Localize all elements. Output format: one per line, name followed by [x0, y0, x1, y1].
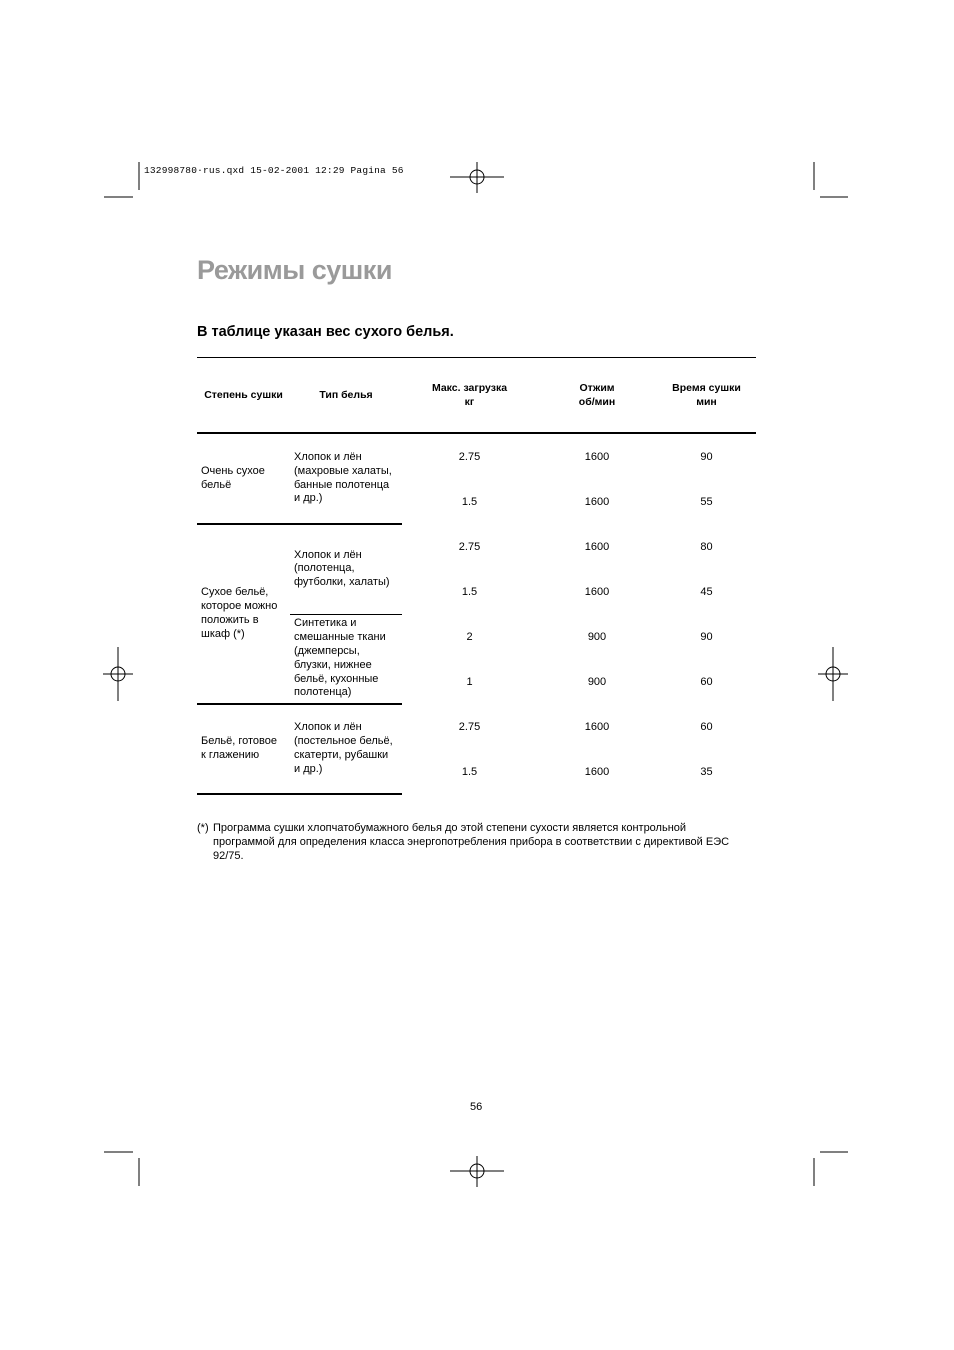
spin-cell: 1600 — [584, 720, 610, 733]
spin-cell: 900 — [587, 630, 607, 643]
table-row — [197, 524, 756, 569]
load-cell: 1.5 — [461, 585, 478, 598]
print-slug: 132998780·rus.qxd 15-02-2001 12:29 Pagina 56 — [144, 165, 404, 176]
footnote — [197, 821, 762, 863]
spin-cell: 1600 — [584, 540, 610, 553]
table-header-row — [197, 358, 756, 434]
table-row — [197, 433, 756, 479]
degree-cell: Бельё, готовое к глажению — [197, 704, 290, 794]
footnote-mark: (*) — [197, 822, 209, 834]
header-load: Макс. загрузка кг — [402, 358, 537, 434]
time-cell: 80 — [700, 540, 713, 553]
spin-cell: 1600 — [584, 765, 610, 778]
fabric-cell: Хлопок и лён (постельное бельё, скатерти, рубашки и др.) — [290, 704, 402, 794]
header-spin: Отжим об/мин — [537, 358, 657, 434]
load-cell: 2.75 — [458, 450, 481, 463]
load-cell: 1 — [466, 675, 473, 688]
load-cell: 1.5 — [461, 495, 478, 508]
spin-cell: 1600 — [584, 585, 610, 598]
load-cell: 1.5 — [461, 765, 478, 778]
fabric-cell: Хлопок и лён (полотенца, футболки, халаты) — [290, 524, 402, 614]
table-row — [197, 704, 756, 749]
time-cell: 90 — [700, 450, 713, 463]
header-degree: Степень сушки — [197, 358, 290, 434]
time-cell: 35 — [700, 765, 713, 778]
spin-cell: 900 — [587, 675, 607, 688]
time-cell: 60 — [700, 720, 713, 733]
load-cell: 2.75 — [458, 540, 481, 553]
time-cell: 55 — [700, 495, 713, 508]
time-cell: 45 — [700, 585, 713, 598]
spin-cell: 1600 — [584, 495, 610, 508]
load-cell: 2 — [466, 630, 473, 643]
header-time: Время сушки мин — [657, 358, 756, 434]
load-cell: 2.75 — [458, 720, 481, 733]
footnote-text: Программа сушки хлопчатобумажного белья до этой степени сухости является контрольной программой для определения класса энергопотребления прибора в соответствии с директивой ЕЭС 92/75. — [213, 822, 730, 862]
degree-cell: Очень сухое бельё — [197, 433, 290, 524]
degree-cell: Сухое бельё, которое можно положить в шкаф (*) — [197, 524, 290, 704]
page-number: 56 — [470, 1101, 483, 1113]
page-subtitle: В таблице указан вес сухого белья. — [197, 324, 454, 340]
page-title: Режимы сушки — [197, 255, 392, 285]
time-cell: 90 — [700, 630, 713, 643]
spin-cell: 1600 — [584, 450, 610, 463]
header-fabric: Тип белья — [290, 358, 402, 434]
drying-modes-table — [197, 357, 756, 795]
fabric-cell: Хлопок и лён (махровые халаты, банные полотенца и др.) — [290, 433, 402, 524]
time-cell: 60 — [700, 675, 713, 688]
fabric-cell: Синтетика и смешанные ткани (джемперсы, блузки, нижнее бельё, кухонные полотенца) — [290, 614, 402, 704]
